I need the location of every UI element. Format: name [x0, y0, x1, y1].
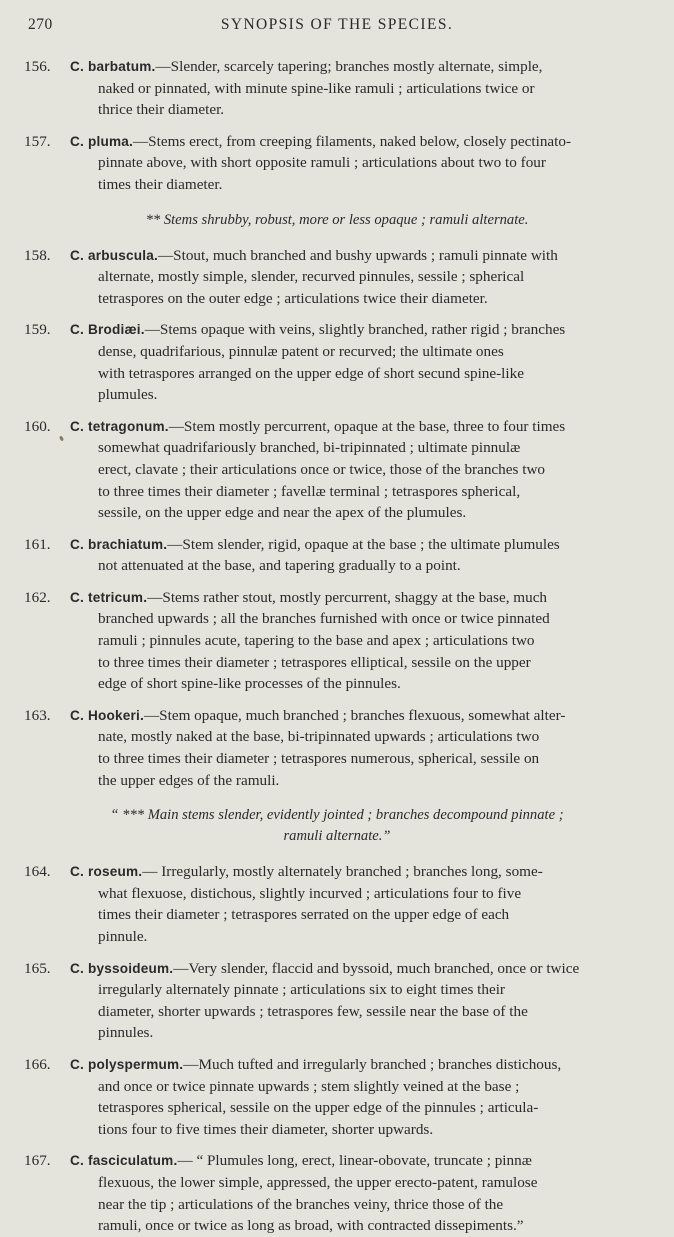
entry-continuation-line: pinnule. [98, 928, 148, 945]
entry-continuation-line: diameter, shorter upwards ; tetraspores few, sessile near the base of the [98, 1002, 528, 1020]
species-name: C. brachiatum. [70, 536, 168, 552]
entry-text: —Stem slender, rigid, opaque at the base ; the ultimate plumules [167, 535, 560, 553]
entry-first-line [24, 861, 650, 883]
species-entry [24, 534, 650, 577]
page-number: 270 [28, 16, 53, 33]
species-entry [24, 1150, 650, 1236]
entry-text: —Much tufted and irregularly branched ; branches distichous, [183, 1055, 562, 1073]
species-entry [24, 587, 650, 695]
species-entry [24, 131, 650, 196]
species-name: C. Brodiæi. [70, 322, 145, 338]
entry-first-line [24, 245, 650, 267]
entry-group-b [24, 245, 650, 792]
entry-continuation-line: plumules. [98, 386, 158, 404]
entry-continuation-line: tetraspores on the outer edge ; articulations twice their diameter. [98, 289, 488, 307]
species-entry [24, 56, 650, 121]
entry-first-line [24, 705, 650, 727]
entry-number: 166. [24, 1055, 51, 1073]
entry-text: —Slender, scarcely tapering; branches mostly alternate, simple, [155, 58, 543, 75]
entry-continuation-line: what flexuose, distichous, slightly incurved ; articulations four to five [98, 884, 522, 902]
entry-continuation-line: times their diameter. [98, 175, 223, 193]
entry-continuation-line: erect, clavate ; their articulations once or twice, those of the branches two [98, 460, 546, 478]
entry-number: 160. [24, 417, 51, 435]
entry-continuation-line: times their diameter ; tetraspores serrated on the upper edge of each [98, 906, 510, 924]
entry-continuation-line: nate, mostly naked at the base, bi-tripinnated upwards ; articulations two [98, 728, 540, 746]
section-heading-shrubby [24, 210, 650, 231]
species-name: C. Hookeri. [70, 707, 144, 723]
entry-continuation-line: edge of short spine-like processes of the pinnules. [98, 675, 401, 693]
entry-continuation-line: ramuli, once or twice as long as broad, with contracted dissepiments.” [98, 1217, 524, 1235]
entry-continuation-line: tions four to five times their diameter, shorter upwards. [98, 1120, 434, 1138]
entry-number: 159. [24, 321, 51, 339]
species-entry [24, 958, 650, 1044]
entry-continuation-line: irregularly alternately pinnate ; articulations six to eight times their [98, 981, 505, 999]
entry-first-line [24, 587, 650, 609]
entry-text: — “ Plumules long, erect, linear-obovate, truncate ; pinnæ [177, 1152, 532, 1170]
entry-number: 163. [24, 706, 51, 724]
entry-first-line [24, 534, 650, 556]
entry-continuation-line: dense, quadrifarious, pinnulæ patent or recurved; the ultimate ones [98, 342, 504, 360]
species-name: C. arbuscula. [70, 247, 158, 263]
entry-continuation-line: to three times their diameter ; tetraspores elliptical, sessile on the upper [98, 653, 531, 671]
entry-first-line [24, 1150, 650, 1172]
entry-continuation-line: pinnate above, with short opposite ramuli ; articulations about two to four [98, 154, 546, 172]
species-entry [24, 416, 650, 524]
entry-continuation-line: the upper edges of the ramuli. [98, 771, 280, 789]
species-list [24, 56, 650, 1237]
species-name: C. pluma. [70, 133, 133, 149]
section-heading-line: ** Stems shrubby, robust, more or less opaque ; ramuli alternate. [145, 211, 529, 228]
section-heading-slender [24, 805, 650, 847]
entry-number: 162. [24, 588, 51, 606]
entry-text: —Stems opaque with veins, slightly branched, rather rigid ; branches [144, 321, 566, 339]
entry-continuation-line: thrice their diameter. [98, 101, 225, 119]
species-name: C. barbatum. [70, 59, 156, 74]
entry-continuation-line: to three times their diameter ; tetraspores numerous, spherical, sessile on [98, 750, 540, 768]
species-name: C. roseum. [70, 864, 143, 880]
entry-first-line [24, 56, 650, 78]
entry-first-line [24, 416, 650, 438]
entry-number: 165. [24, 959, 51, 977]
entry-text: —Stem opaque, much branched ; branches flexuous, somewhat alter- [143, 706, 566, 724]
running-title: SYNOPSIS OF THE SPECIES. [220, 16, 454, 33]
entry-number: 161. [24, 535, 51, 553]
entry-continuation-line: near the tip ; articulations of the branches veiny, thrice those of the [98, 1195, 504, 1213]
entry-first-line [24, 319, 650, 341]
entry-continuation-line: and once or twice pinnate upwards ; stem slightly veined at the base ; [98, 1077, 520, 1095]
section-heading-line: “ *** Main stems slender, evidently jointed ; branches decompound pinnate ; [110, 807, 564, 824]
entry-number: 156. [24, 58, 51, 75]
entry-continuation-line: branched upwards ; all the branches furnished with once or twice pinnated [98, 610, 550, 628]
entry-group-c [24, 861, 650, 1237]
species-entry [24, 861, 650, 947]
entry-text: — Irregularly, mostly alternately branched ; branches long, some- [142, 863, 543, 881]
page-header [24, 14, 650, 40]
species-name: C. byssoideum. [70, 960, 174, 976]
species-name: C. fasciculatum. [70, 1153, 178, 1169]
species-name: C. polyspermum. [70, 1056, 184, 1072]
section-heading-line: ramuli alternate.” [283, 828, 391, 845]
entry-text: —Very slender, flaccid and byssoid, much branched, once or twice [173, 959, 580, 977]
species-entry [24, 1054, 650, 1140]
entry-continuation-line: alternate, mostly simple, slender, recurved pinnules, sessile ; spherical [98, 268, 525, 286]
entry-continuation-line: somewhat quadrifariously branched, bi-tripinnated ; ultimate pinnulæ [98, 439, 521, 457]
entry-continuation-line: sessile, on the upper edge and near the apex of the plumules. [98, 504, 467, 522]
species-name: C. tetragonum. [70, 418, 169, 434]
species-entry [24, 319, 650, 405]
entry-continuation-line: to three times their diameter ; favellæ terminal ; tetraspores spherical, [98, 482, 521, 500]
entry-group-a [24, 56, 650, 196]
species-entry [24, 245, 650, 310]
entry-first-line [24, 1054, 650, 1076]
entry-first-line [24, 131, 650, 153]
entry-continuation-line: pinnules. [98, 1024, 154, 1042]
entry-number: 167. [24, 1152, 51, 1170]
entry-number: 164. [24, 863, 51, 881]
entry-continuation-line: tetraspores spherical, sessile on the upper edge of the pinnules ; articula- [98, 1099, 539, 1117]
entry-continuation-line: not attenuated at the base, and tapering gradually to a point. [98, 557, 461, 575]
species-name: C. tetricum. [70, 589, 148, 605]
entry-number: 158. [24, 246, 51, 264]
entry-continuation-line: naked or pinnated, with minute spine-like ramuli ; articulations twice or [98, 79, 535, 97]
entry-continuation-line: ramuli ; pinnules acute, tapering to the base and apex ; articulations two [98, 632, 535, 650]
entry-first-line [24, 958, 650, 980]
entry-text: —Stem mostly percurrent, opaque at the base, three to four times [168, 417, 566, 435]
species-entry [24, 705, 650, 791]
entry-text: —Stems rather stout, mostly percurrent, shaggy at the base, much [147, 588, 548, 606]
entry-number: 157. [24, 132, 51, 150]
entry-continuation-line: flexuous, the lower simple, appressed, the upper erecto-patent, ramulose [98, 1173, 538, 1191]
entry-continuation-line: with tetraspores arranged on the upper edge of short secund spine-like [98, 364, 524, 382]
entry-text: —Stems erect, from creeping filaments, naked below, closely pectinato- [132, 132, 572, 150]
entry-text: —Stout, much branched and bushy upwards ; ramuli pinnate with [157, 246, 558, 264]
